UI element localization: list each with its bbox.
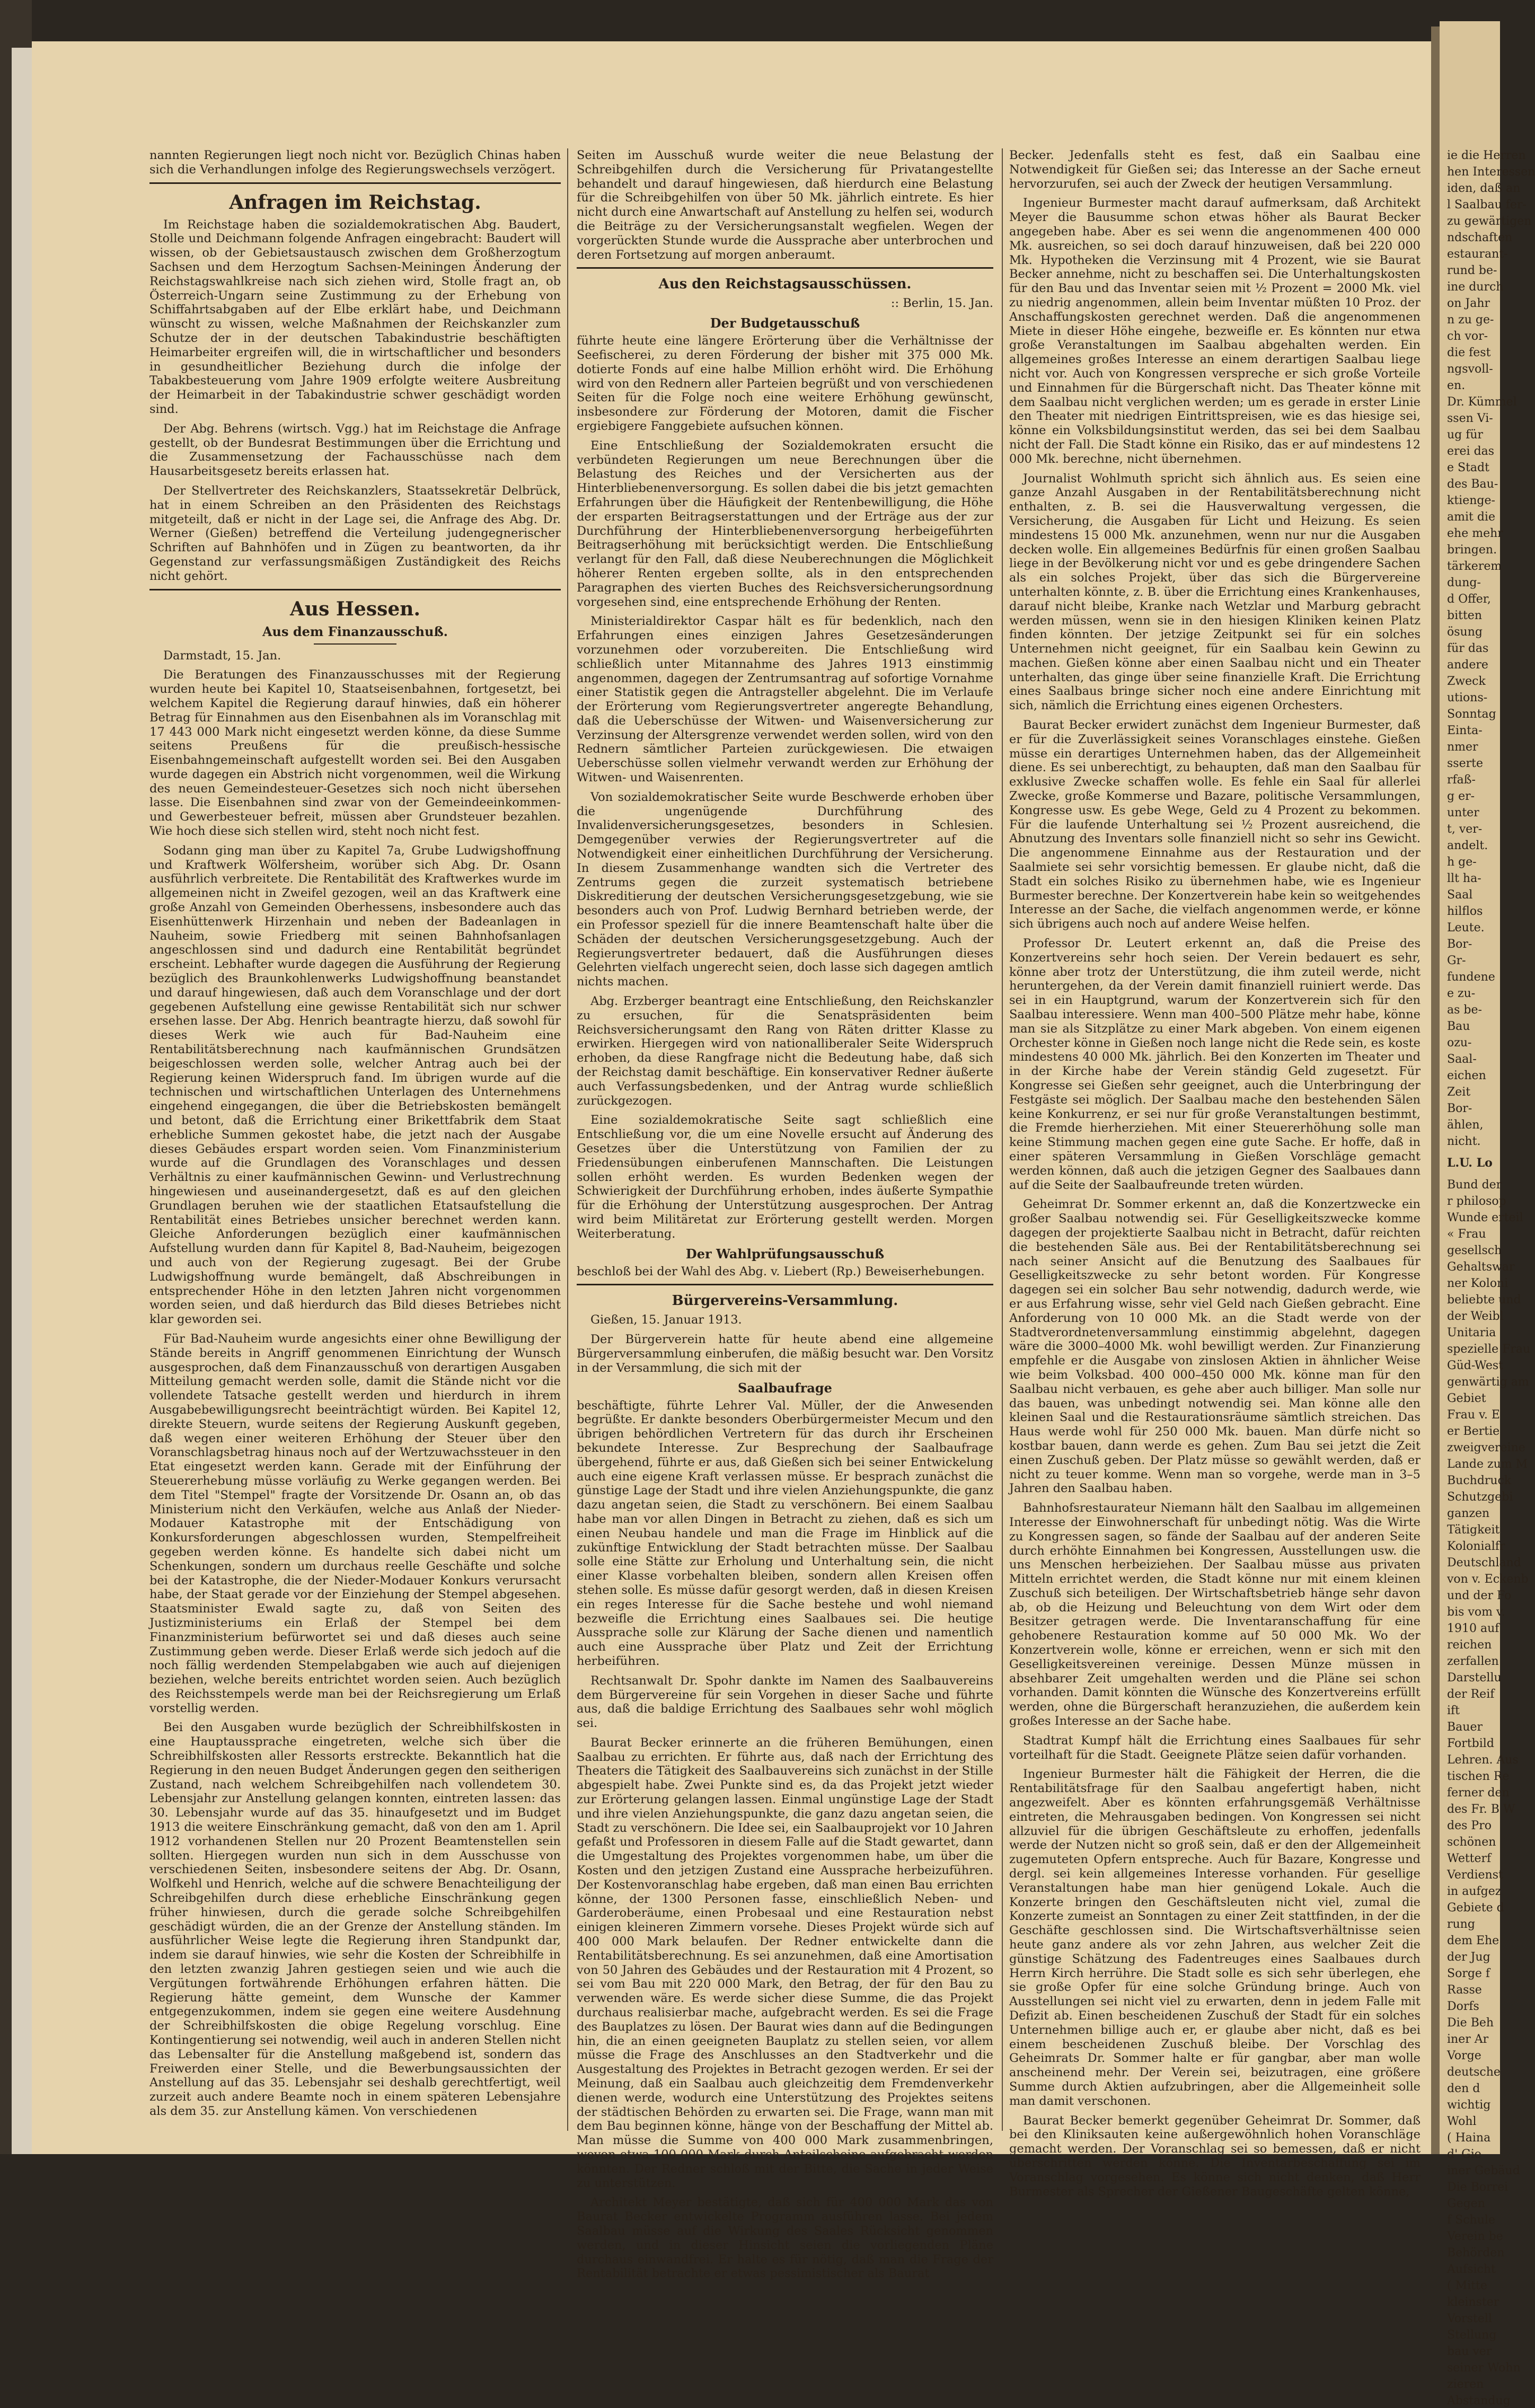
facing-page-line: Einta- xyxy=(1447,724,1483,737)
facing-page-line: für das xyxy=(1447,642,1489,655)
facing-page-line: Bauer xyxy=(1447,1721,1483,1734)
paragraph: Ingenieur Burmester hält die Fähigkeit der Herren, die die Rentabilitätsfrage für den Saalbau angefertigt haben, nicht angezweifelt. Aber es könnten erfahrungsgemäß Verhältnisse eintreten, die Mehrausgaben bedingen. Von Kongressen sei nicht allzuviel für die übrigen Geschäftsleute zu erhoffen, jedenfalls werde der Nutzen nicht so groß sein, daß er den der Allgemeinheit zugemuteten Opfern entspreche. Auch für Bazare, Kongresse und dergl. sei kein allgemeines Interesse vorhanden. Für gesellige Veranstaltungen habe man hier genügend Lokale. Auch die Konzerte bringen den Geschäftsleuten nicht viel, zumal die Konzerte zumeist an Sonntagen zu einer Zeit stattfinden, in der die Geschäfte geschlossen sind. Die Wirtschaftsverhältnisse seien heute ganz andere als vor zehn Jahren, aus welcher Zeit die günstige Schätzung des Fadentreuges eines Saalbaues durch Herrn Kirch herrühre. Die Stadt solle es sich sehr überlegen, ehe sie große Opfer für eine solche Gründung bringe. Auch von Ausstellungen sei nicht viel zu erwarten, denn in jedem Falle mit Defizit ab. Einen bescheidenen Zuschuß der Stadt für ein solches Unternehmen billige auch er, er glaube aber nicht, daß es bei einem bescheidenen Zuschuß bleibe. Der Vorschlag des Geheimrats Dr. Sommer halte er für gangbar, aber man wolle anscheinend mehr. Der Verein sei, beizutragen, eine größere Summe durch Aktien aufzubringen, aber die Allgemeinheit solle man damit verschonen. xyxy=(1009,1767,1421,2108)
facing-page-line: Gebiete d xyxy=(1447,1901,1504,1915)
paragraph: Eine sozialdemokratische Seite sagt schließlich eine Entschließung vor, die um eine Novelle ersucht auf Änderung des Gesetzes über die Unterstützung von Familien der zu Friedensübungen einberufenen Mannschaften. Die Leistungen sollen erhöht werden. Es wurden Bedenken wegen der Schwierigkeit der Durchführung erhoben, indes äußerte Sympathie für die Erhöhung der Unterstützung ausgesprochen. Der Antrag wird beim Militäretat zur Erörterung gestellt werden. Morgen Weiterberatung. xyxy=(577,1113,993,1241)
facing-page-line: ozu- xyxy=(1447,1036,1472,1049)
facing-page-line: ift xyxy=(1447,1704,1460,1717)
facing-page-line: deutsche xyxy=(1447,2066,1501,2079)
headline-anfragen: Anfragen im Reichstag. xyxy=(229,191,481,214)
facing-page-line: ( Haina xyxy=(1447,2131,1491,2145)
paragraph: Bei den Ausgaben wurde bezüglich der Schreibhilfskosten in eine Hauptaussprache eingetreten, welche sich über die Schreibhilfskosten aller Ressorts erstreckte. Bekanntlich hat die Regierung in den neuen Budget Änderungen gegen den seitherigen Zustand, nach welchem Schreibgehilfen nach vollendetem 30. Lebensjahr zur Anstellung gelangen konnten, eintreten lassen: das 30. Lebensjahr wurde auf das 35. hinaufgesetzt und im Budget 1913 die weitere Einschränkung gemacht, daß von den am 1. April 1912 vorhandenen Stellen nur 20 Prozent Beamtenstellen sein sollten. Hiergegen wurden nun sich in dem Ausschusse von verschiedenen Seiten, insbesondere seitens der Abg. Dr. Osann, Wolfkehl und Henrich, welche auf die schwere Benachteiligung der Schreibgehilfen durch diese erhebliche Einschränkung gegen früher hinwiesen, durch die gerade solche Schreibgehilfen geschädigt würden, die an der Grenze der Anstellung ständen. Im ausführlicher Weise legte die Regierung ihren Standpunkt dar, indem sie darauf hinwies, wie sehr die Kosten der Schreibhilfe in den letzten zwanzig Jahren gestiegen seien und wie auch die Vergütungen fortwährende Erhöhungen erfahren hätten. Die Regierung hätte gemeint, dem Wunsche der Kammer entgegenzukommen, indem sie gegen eine weitere Ausdehnung der Schreibhilfskosten die obige Regelung vorschlug. Eine Kontingentierung sei notwendig, weil auch in anderen Stellen nicht das Lebensalter für die Anstellung maßgebend ist, sondern das Freiwerden einer Stelle, und die Bewerbungsaussichten der Anstellung auf das 35. Lebensjahr sei deshalb gerechtfertigt, weil zurzeit auch andere Beamte noch in einem späteren Lebensjahre als dem 35. zur Anstellung kämen. Von verschiedenen xyxy=(149,1721,561,2118)
facing-page-line: erei das xyxy=(1447,445,1495,458)
facing-page-line: Fortbild xyxy=(1447,1737,1494,1750)
facing-page-line: wichtig xyxy=(1447,2098,1491,2112)
facing-page-line: Sonntag xyxy=(1447,708,1496,721)
facing-page-line: on Jahr xyxy=(1447,297,1490,310)
facing-page-line: h ge- xyxy=(1447,855,1477,869)
facing-page-line: Vorge xyxy=(1447,2049,1481,2062)
short-divider xyxy=(314,643,396,645)
facing-page-line: Unitaria xyxy=(1447,1326,1496,1339)
facing-page-line: rfaß- xyxy=(1447,773,1476,787)
facing-page-line: gesellsch xyxy=(1447,1244,1502,1257)
facing-page-line: Lehren. Aus xyxy=(1447,1753,1519,1767)
facing-page-line: Buchdruck xyxy=(1447,1474,1512,1487)
article-divider xyxy=(149,182,561,184)
facing-page-line: Deutschland xyxy=(1447,1556,1521,1569)
facing-page-line: iden, daß an xyxy=(1447,182,1521,195)
facing-page-line: Bund der xyxy=(1447,1178,1502,1192)
facing-page-line: ehe mehr xyxy=(1447,527,1503,540)
subheadline: Der Wahlprüfungsausschuß xyxy=(685,1246,885,1262)
facing-page-line: Frau v. E xyxy=(1447,1408,1500,1422)
facing-page-line: Wohl xyxy=(1447,2115,1477,2128)
paragraph: Für Bad-Nauheim wurde angesichts einer ohne Bewilligung der Stände bereits in Angriff genommenen Einrichtung der Wunsch ausgesprochen, daß dem Finanzausschuß von derartigen Ausgaben Mitteilung gemacht werden solle, damit die Stände nicht vor die vollendete Tatsache gestellt werden und hierdurch in ihrem Ausgabebewilligungsrecht beeinträchtigt würden. Bei Kapitel 12, direkte Steuern, wurde seitens der Regierung Auskunft gegeben, daß wegen einer weiteren Erhöhung der Steuer über den Voranschlagsbetrag hinaus noch auf der Wertzuwachssteuer in den Etat eingesetzt werden kann. Gerade mit der Einführung der Steuererhebung müsse vorläufig zu Werke gegangen werden. Bei dem Titel "Stempel" fragte der Vorsitzende Dr. Osann an, ob das Ministerium nicht den Verkäufen, welche aus Anlaß der Nieder-Modauer Katastrophe mit der Entschädigung von Konkursforderungen abgeschlossen wurden, Stempelfreiheit gegeben werden könne. Es handelte sich dabei nicht um Schenkungen, sondern um durchaus reelle Geschäfte und solche bei der Katastrophe, die der Nieder-Modauer Konkurs verursacht habe, der Staat gerade vor der Einziehung der Stempel abgesehen. Staatsminister Ewald sagte zu, daß von Seiten des Justizministeriums ein Erlaß der Stempel bei dem Finanzministerium befürwortet sei und daß dieses auch seine Zustimmung geben werde. Dieser Erlaß werde sich jedoch auf die noch fällig werdenden Stempelabgaben wie auch auf diejenigen beziehen, welche bereits entrichtet worden seien. Auch bezüglich des Reichsstempels werde man bei der Reichsregierung um Erlaß vorstellig werden. xyxy=(149,1331,561,1715)
facing-page-line: ie die Herren xyxy=(1447,149,1526,162)
facing-page-line: Saal- xyxy=(1447,1053,1477,1066)
facing-page-line: Dr. Kümmel xyxy=(1447,395,1517,409)
paragraph: Seiten im Ausschuß wurde weiter die neue Belastung der Schreibgehilfen durch die Versicherung für Privatangestellte behandelt und darauf hingewiesen, daß hierdurch eine Belastung für die Schreibgehilfen von über 50 Mk. jährlich eintrete. Es hier nicht durch eine Anwartschaft auf Anstellung zu helfen sei, wodurch die Beiträge zu der Versicherungsanstalt wegfielen. Wegen der vorgerückten Stunde wurde die Aussprache aber unterbrochen und deren Fortsetzung auf morgen anberaumt. xyxy=(577,148,993,262)
facing-page-line: n zu ge- xyxy=(1447,313,1494,327)
facing-page-line: er Bertie xyxy=(1447,1425,1500,1438)
paragraph: Ministerialdirektor Caspar hält es für bedenklich, nach den Erfahrungen eines einzigen Jahres Gesetzesänderungen vorzunehmen oder vorzubereiten. Die Entschließung wird schließlich unter Mitannahme des Jahres 1913 einstimmig angenommen, dagegen der Zentrumsantrag auf sofortige Vornahme einer Statistik gegen die Antragsteller abgelehnt. Die im Verlaufe der Erörterung vom Regierungsvertreter angeregte Behandlung, daß die Ueberschüsse der Witwen- und Waisenversicherung zur Verzinsung der Altersgrenze verwendet werden sollen, wird von den Rednern sämtlicher Parteien zurückgewiesen. Die etwaigen Ueberschüsse sollen vielmehr verwandt werden zur Erhöhung der Witwen- und Waisenrenten. xyxy=(577,614,993,785)
facing-page-line: ndschaften xyxy=(1447,231,1513,244)
facing-page-line: e zu- xyxy=(1447,987,1476,1000)
subheadline: Aus dem Finanzausschuß. xyxy=(262,623,448,639)
facing-page-line: llt ha- xyxy=(1447,872,1481,885)
facing-page-line: estaurant- xyxy=(1447,248,1508,261)
paragraph: Die Beratungen des Finanzausschusses mit der Regierung wurden heute bei Kapitel 10, Staatseisenbahnen, fortgesetzt, bei welchem Kapitel die Regierung darauf hinwies, daß ein höherer Betrag für Einnahmen aus den Eisenbahnen als im Voranschlag mit 17 443 000 Mark nicht eingesetzt werden könne, da diese Summe seitens Preußens für die preußisch-hessische Eisenbahngemeinschaft aufgestellt worden sei. Bei den Ausgaben wurde dagegen ein Abstrich nicht vorgenommen, weil die Wirkung des neuen Gemeindesteuer-Gesetzes sich noch nicht übersehen lasse. Die Eisenbahnen sind zwar von der Gemeindeeinkommen- und Gewerbesteuer befreit, müssen aber Grundsteuer bezahlen. Wie hoch diese sich stellen wird, steht noch nicht fest. xyxy=(149,668,561,839)
paragraph: Geheimrat Dr. Sommer erkennt an, daß die Konzertzwecke ein großer Saalbau notwendig sei. Für Geselligkeitszwecke komme dagegen der projektierte Saalbau nicht in Betracht, dafür reichten die bestehenden Säle aus. Bei der Rentabilitätsberechnung sei nach seiner Ansicht auf die Benutzung des Saalbaues für Geselligkeitszwecke zu sehr betont worden. Für Kongresse dagegen sei ein solcher Bau sehr notwendig, dadurch werde, wie er aus Erfahrung wisse, sehr viel Geld nach Gießen gebracht. Eine Anforderung von 10 000 Mk. an die Stadt werde von der Stadtverordnetenversammlung einstimmig abgelehnt, dagegen wäre die 3000–4000 Mk. wohl bewilligt werden. Zur Finanzierung empfehle er die Ausgabe von zinslosen Aktien in ähnlicher Weise wie beim Volksbad. 400 000–450 000 Mk. könne man für den Saalbau nicht verbauen, es gehe aber auch billiger. Man solle nur das bauen, was unbedingt notwendig sei. Man könne alle den kleinen Saal und die Restaurationsräume sämtlich streichen. Das Haus werde wohl für 250 000 Mk. bauen. Man dürfe nicht so kostbar bauen, dann werde es gehen. Zum Bau sei jetzt die Zeit einen Zuschuß geben. Der Platz müsse so gewählt werden, daß er nicht zu teuer komme. Wenn man so vorgehe, werde man in 3–5 Jahren den Saalbau haben. xyxy=(1009,1197,1421,1496)
article-divider xyxy=(577,1284,993,1285)
paragraph: Stadtrat Kumpf hält die Errichtung eines Saalbaues für sehr vorteilhaft für die Stadt. Geeignete Plätze seien dafür vorhanden. xyxy=(1009,1733,1421,1762)
facing-page-line: hilflos xyxy=(1447,905,1483,918)
column-divider xyxy=(567,148,568,2131)
subheadline: Der Budgetausschuß xyxy=(710,315,860,331)
facing-page-lines xyxy=(1447,1178,1531,2408)
facing-page-line: Bau xyxy=(1447,1020,1470,1033)
column-1 xyxy=(149,148,561,2131)
facing-page-line: as be- xyxy=(1447,1003,1482,1017)
facing-page-line: der Weibl xyxy=(1447,1310,1504,1323)
paragraph: Eine Entschließung der Sozialdemokraten ersucht die verbündeten Regierungen um neue Berechnungen über die Belastung des Reiches und der Versicherten aus der Hinterbliebenenversorgung. Es sollen dabei die bis jetzt gemachten Erfahrungen über die Häufigkeit der Rentenbewilligung, die Höhe der ersparten Beitragserstattungen und der Erträge aus der zur Durchführung der Hinterbliebenenversorgung herbeigeführten Beitragserhöhung mit berücksichtigt werden. Die Entschließung verlangt für den Fall, daß diese Neuberechnungen die Möglichkeit höherer Renten ergeben sollte, als in den entsprechenden Paragraphen des vierten Buches des Reichsversicherungsordnung vorgesehen sind, eine entsprechende Erhöhung der Renten. xyxy=(577,438,993,609)
facing-page-line: nicht. xyxy=(1447,1135,1481,1148)
facing-page-line: Wunde erteil xyxy=(1447,1211,1523,1224)
facing-page-line: tischen Re xyxy=(1447,1770,1510,1783)
facing-page-line: Leute. xyxy=(1447,921,1485,934)
facing-page-line: reichen xyxy=(1447,1638,1492,1652)
facing-page-line: ug für xyxy=(1447,428,1484,442)
facing-page-line: Saal xyxy=(1447,888,1473,902)
subheadline: Saalbaufrage xyxy=(738,1380,832,1396)
paragraph: Baurat Becker erinnerte an die früheren Bemühungen, einen Saalbau zu errichten. Er führte aus, daß nach der Errichtung des Theaters die Tätigkeit des Saalbauvereins sich zunächst in der Stille abgespielt habe. Zwei Punkte sind es, da das Projekt jetzt wieder zur Erörterung gelangen lassen. Einmal ungünstige Lage der Stadt und ihre vielen Anziehungspunkte, die ganz dazu angetan seien, die Stadt zu verschönern. Die Idee sei, ein Saalbauprojekt vor 10 Jahren gefaßt und Professoren in diesem Falle auf die Stadt gewartet, dann die Umgestaltung des Projektes vorgenommen habe, um über die Kosten und den jetzigen Zustand eine Aussprache herbeizuführen. Der Kostenvoranschlag habe ergeben, daß man einen Bau errichten könne, der 1300 Personen fasse, einschließlich Neben- und Garderoberäume, einen Probesaal und eine Restauration nebst einigen kleineren Zimmern vorsehe. Dieses Projekt würde sich auf 400 000 Mark belaufen. Der Redner entwickelte dann die Rentabilitätsberechnung. Es sei anzunehmen, daß eine Amortisation von 50 Jahren des Gebäudes und der Restauration mit 4 Prozent, so sei vom Bau mit 220 000 Mark, den Betrag, der für den Bau zu verwenden wäre. Es werde sicher diese Summe, die das Projekt durchaus realisierbar mache, aufgebracht werden. Es sei die Frage des Bauplatzes zu lösen. Der Baurat wies dann auf die Bedingungen hin, die an einen geeigneten Bauplatz zu stellen seien, vor allem müsse die Frage des Anschlusses an den Stadtverkehr und die Ausgestaltung des Projektes in Betracht gezogen werden. Er sei der Meinung, daß ein Saalbau auch gleichzeitig dem Fremdenverkehr dienen werde, wodurch eine Unterstützung des Projektes seitens der städtischen Behörden zu erwarten sei. Die Frage, wann man mit dem Bau beginnen könne, hänge von der Beschaffung der Mittel ab. Man müsse die Summe von 400 000 Mark zusammenbringen, wovon etwa 100 000 Mark durch Anteilscheine aufgebracht werden könnten. Der Redner schloß mit der Bitte, die Sache in jeder Weise zu unterstützen. xyxy=(577,1735,993,2190)
paragraph: Journalist Wohlmuth spricht sich ähnlich aus. Es seien eine ganze Anzahl Ausgaben in der Rentabilitätsberechnung nicht enthalten, z. B. sei die Hausverwaltung vergessen, die Versicherung, die Ausgaben für Licht und Heizung. Es seien mindestens 15 000 Mk. anzunehmen, wenn nur nur die Ausgaben decken wolle. Ein allgemeines Bedürfnis für einen großen Saalbau liege in der Bevölkerung nicht vor und es gebe dringendere Sachen als ein solches Projekt, über das sich die Bürgervereine unterhalten könnte, z. B. über die Errichtung eines Krankenhauses, darauf nicht bleibe, Kranke nach Wetzlar und Marburg gebracht werden müssen, wenn sie in den hiesigen Kliniken keinen Platz finden könnten. Der jetzige Zeitpunkt sei für ein solches Unternehmen nicht geeignet, für ein Saalbau kein Gewinn zu machen. Gießen könne aber einen Saalbau nicht und ein Theater unterhalten, das ginge über seine finanzielle Kraft. Die Errichtung eines Saalbaus bringe sicher noch eine andere Einrichtung mit sich, nämlich die Errichtung eines eigenen Orchesters. xyxy=(1009,471,1421,713)
facing-page-line: nmer xyxy=(1447,740,1478,754)
facing-page-line: der Jug xyxy=(1447,1951,1490,1964)
paragraph: Baurat Becker erwidert zunächst dem Ingenieur Burmester, daß er für die Zuverlässigkeit seines Voranschlages einstehe. Gießen müsse ein derartiges Unternehmen haben, das der Allgemeinheit diene. Es sei unberechtigt, zu behaupten, daß man den Saalbau für exklusive Zwecke schaffen wolle. Es fehle ein Saal für allerlei Zwecke, große Kommerse und Bazare, politische Versammlungen, Kongresse usw. Es gebe Wege, Geld zu 4 Prozent zu bekommen. Für die laufende Unterhaltung sei ½ Prozent ausreichend, die Abnutzung des Inventars solle finanziell nicht so sehr ins Gewicht. Die angenommene Einnahme aus der Restauration und der Saalmiete sei sehr vorsichtig bemessen. Er glaube nicht, daß die Stadt ein solches Risiko zu übernehmen habe, wie es Ingenieur Burmester berechne. Der Konzertverein habe kein so weitgehendes Interesse an der Sache, die vielfach angenommen werde, er könne sich übrigens auch noch auf andere Weise helfen. xyxy=(1009,718,1421,931)
paragraph: Von sozialdemokratischer Seite wurde Beschwerde erhoben über die ungenügende Durchführung des Invalidenversicherungsgesetzes, besonders in Schlesien. Demgegenüber verwies der Regierungsvertreter auf die Notwendigkeit einer einheitlichen Durchführung der Versicherung. In diesem Zusammenhange wandten sich die Vertreter des Zentrums gegen die zurzeit systematisch betriebene Diskreditierung der deutschen Versicherungsgesetzgebung, wie sie besonders auch von Prof. Ludwig Bernhard betrieben werde, der ein Professor speziell für die innere Beamtenschaft halte über die Schäden der deutschen Versicherungsgesetzgebung. Auch der Regierungsvertreter bedauert, daß die Ausführungen dieses Gelehrten vielfach ungerecht seien, doch lasse sich dagegen amtlich nichts machen. xyxy=(577,790,993,989)
facing-page-line: bringen. xyxy=(1447,543,1497,557)
facing-page-line: d' Gie xyxy=(1447,2148,1481,2161)
facing-page-line: der Reif xyxy=(1447,1688,1495,1701)
facing-page-line: Aufsicht xyxy=(1447,2263,1496,2276)
paragraph: Baurat Becker bemerkt gegenüber Geheimrat Dr. Sommer, daß bei den Kliniksauten keine außergewöhnlich hohen Voranschläge gemacht werden. Der Voranschlag sei so bemessen, daß er nicht überschritten werden könne. Die Inventarbeschaffung sei im Voranschlag vorgesehen. Es könne sich nicht denken, daß Herr Burmester als Sprecher der Gießener Baugeschäfte gelten könne, xyxy=(1009,2113,1421,2199)
facing-page-line: iner Gebäud xyxy=(1447,2164,1520,2177)
facing-page-line: ktienge- xyxy=(1447,494,1495,507)
facing-page-line: des Pro xyxy=(1447,1819,1492,1832)
facing-page-line: die fest xyxy=(1447,346,1491,359)
facing-page-line: Darstellu xyxy=(1447,1671,1502,1684)
paragraph: Becker. Jedenfalls steht es fest, daß ein Saalbau eine Notwendigkeit für Gießen sei; das Interesse an der Sache erneut hervorzurufen, sei auch der Zweck der heutigen Versammlung. xyxy=(1009,148,1421,191)
dateline: Gießen, 15. Januar 1913. xyxy=(590,1313,742,1327)
facing-page-line: ssen Vi- xyxy=(1447,412,1493,425)
facing-page-line: ferner den xyxy=(1447,1786,1510,1800)
paragraph: Sodann ging man über zu Kapitel 7a, Grube Ludwigshoffnung und Kraftwerk Wölfersheim, worüber sich Abg. Dr. Osann ausführlich verbreitete. Die Rentabilität des Kraftwerkes wurde im allgemeinen nicht in Zweifel gezogen, weil an das Kraftwerk eine große Anzahl von Gemeinden Oberhessens, insbesondere auch das Eisenhüttenwerk Hirzenhain und neben der Badeanlagen in Nauheim, sowie Friedberg mit seinen Bahnhofsanlagen angeschlossen sind und dadurch eine Rentabilität begründet erscheint. Lebhafter wurde dagegen die Ausführung der Regierung bezüglich des Braunkohlenwerks Ludwigshoffnung beanstandet und darauf hingewiesen, daß auch dem Voranschlage und der dort gegebenen Aufstellung eine gewisse Rentabilität sich nur schwer ersehen lasse. Der Abg. Henrich beantragte hierzu, daß sowohl für dieses Werk wie auch für Bad-Nauheim eine Rentabilitätsberechnung nach kaufmännischen Grundsätzen beigeschlossen werden solle, welcher Antrag auch bei der Regierung keinen Widerspruch fand. Im übrigen wurde auf die technischen und wirtschaftlichen Unterlagen des Unternehmens eingehend eingegangen, die über die Betriebskosten bemängelt und betont, daß die Errichtung einer Brikettfabrik dem Staat erhebliche Summen gekostet habe, die jetzt nach der Ausgabe dieses Gebäudes erspart worden seien. Vom Finanzministerium wurde auf die Grundlagen des Voranschlages und dessen Verhältnis zu einer kaufmännischen Gewinn- und Verlustrechnung hingewiesen und auseinandergesetzt, daß es auf den gleichen Grundlagen beruhen wie der staatlichen Etatsaufstellung die Rentabilität eines Betriebes unsicher berechnet werden kann. Gleiche Anforderungen bezüglich einer kaufmännischen Aufstellung wurden dann für Kapitel 8, Bad-Nauheim, beigezogen und auch von der Regierung zugesagt. Bei der Grube Ludwigshoffnung wurde bemängelt, daß Abschreibungen in entsprechender Höhe in den letzten Jahren nicht vorgenommen worden seien, und daß hierdurch das Bild dieses Betriebes nicht klar geworden sei. xyxy=(149,843,561,1327)
facing-page-line: zieren xyxy=(1447,2378,1484,2391)
facing-page-line: Die Borrei xyxy=(1447,2181,1508,2194)
facing-page-line: Bor- xyxy=(1447,938,1472,951)
paragraph: Ingenieur Burmester macht darauf aufmerksam, daß Architekt Meyer die Bausumme schon etwas höher als Baurat Becker angegeben habe. Aber es sei wenn die angenommenen 400 000 Mk. ausreichen, so sei doch darauf hinzuweisen, daß bei 220 000 Mk. Hypotheken die Verzinsung mit 4 Prozent, wie sie Baurat Becker annehme, nicht zu beschaffen sei. Die Unterhaltungskosten für den Bau und das Inventar seien mit ½ Prozent = 2000 Mk. viel zu niedrig angenommen, allein beim Inventar müßten 10 Proz. der Anschaffungskosten gerechnet werden. Daß die angenommenen Miete in dieser Höhe eingehe, bezweifle er. Es könnten nur etwa große Veranstaltungen im Saalbau abgehalten werden. Ein allgemeines großes Interesse an einem derartigen Saalbau liege nicht vor. Auch von Kongressen verspreche er sich große Vorteile und Einnahmen für die Bürgerschaft nicht. Das Theater könne mit dem Saalbau nicht verglichen werden; um es gerade in erster Linie den Theater mit niedrigen Eintrittspreisen, wie es das hiesige sei, könne ein Volksbildungsinstitut werden, das sei bei dem Saalbau nicht der Fall. Die Stadt könne ein Risiko, das er auf mindestens 12 000 Mk. berechne, nicht übernehmen. xyxy=(1009,196,1421,466)
facing-page-line: dung- xyxy=(1447,576,1481,589)
facing-page-line: des Bau- xyxy=(1447,478,1498,491)
facing-page-line: hen Interessen xyxy=(1447,165,1535,179)
facing-page-line: Dorfs xyxy=(1447,2000,1479,2013)
paragraph: beschäftigte, führte Lehrer Val. Müller, der die Anwesenden begrüßte. Er dankte besonders Oberbürgermeister Mecum und den übrigen behördlichen Vertretern für das durch ihr Erscheinen bekundete Interesse. Zur Besprechung der Saalbaufrage übergehend, führte er aus, daß Gießen sich bei seiner Entwickelung auch eine eigene Kraft verlassen müsse. Er besprach zunächst die günstige Lage der Stadt und ihre vielen Anziehungspunkte, die ganz dazu angetan seien, die Stadt zu verschönern. Bei einem Saalbau habe man vor allen Dingen in Betracht zu ziehen, daß es sich um einen Neubau handele und man die Frage im Hinblick auf die zukünftige Entwicklung der Stadt betrachten müsse. Der Saalbau solle eine Stätte zur Erholung und Unterhaltung sein, die nicht einer Klasse vorbehalten bleiben, sondern allen Kreisen offen stehen solle. Es müsse dafür gesorgt werden, daß in diesen Kreisen ein reges Interesse für die Sache bestehe und wohl niemand bezweifle die Errichtung eines Saalbaues sei. Die heutige Aussprache solle zur Klärung der Sache dienen und namentlich auch eine Aussprache über Platz und Zeit der Errichtung herbeiführen. xyxy=(577,1398,993,1668)
facing-page-line: sserte xyxy=(1447,757,1483,770)
paragraph: Rechtsanwalt Dr. Spohr dankte im Namen des Saalbauvereins dem Bürgervereine für sein Vorgehen in dieser Sache und führte aus, daß die baldige Errichtung des Saalbaues sehr wohl möglich sei. xyxy=(577,1673,993,1731)
facing-page-line: t, ver- xyxy=(1447,823,1483,836)
facing-page-line: Gegen xyxy=(1447,2197,1485,2210)
paragraph: Der Stellvertreter des Reichskanzlers, Staatssekretär Delbrück, hat in einem Schreiben an den Präsidenten des Reichstags mitgeteilt, daß er nicht in der Lage sei, die Anfrage des Abg. Dr. Werner (Gießen) betreffend die Verteilung judengegnerischer Schriften auf Bahnhöfen und in Zügen zu beantworten, da ihr Gegenstand zur verfassungsmäßigen Zuständigkeit des Reichs nicht gehört. xyxy=(149,483,561,583)
facing-page-line: in aufgez xyxy=(1447,1885,1502,1898)
facing-page-line: Stellung xyxy=(1447,2328,1497,2342)
paragraph: führte heute eine längere Erörterung über die Verhältnisse der Seefischerei, zu deren Förderung der bisher mit 375 000 Mk. dotierte Fonds auf eine halbe Million erhöht wird. Die Erhöhung wird von den Rednern aller Parteien begrüßt und von verschiedenen Seiten für die Folge noch eine weitere Erhöhung gewünscht, insbesondere zur Förderung der Motoren, damit die Fischer ergiebigere Fanggebiete aufsuchen können. xyxy=(577,334,993,433)
facing-page-line: Zweck xyxy=(1447,675,1486,688)
facing-page-line: zweigvereine xyxy=(1447,1441,1525,1454)
facing-page-line: Zeit xyxy=(1447,1086,1471,1099)
column-2 xyxy=(577,148,993,2281)
facing-page-line: Gr- xyxy=(1447,954,1466,967)
headline-buergerverein: Bürgervereins-Versammlung. xyxy=(672,1293,898,1309)
facing-page-line: Verein be xyxy=(1447,2230,1503,2243)
facing-page-line: tärkerem xyxy=(1447,560,1502,573)
facing-page-line: spezielle Frau xyxy=(1447,1343,1531,1356)
facing-page-line: Güd-West xyxy=(1447,1359,1504,1372)
headline-reichstagsausschuesse: Aus den Reichstagsausschüssen. xyxy=(658,276,912,293)
facing-page-line: Bor- xyxy=(1447,1102,1472,1115)
paragraph: Professor Dr. Leutert erkennt an, daß die Preise des Konzertvereins sehr hoch seien. Der Verein bedauert es sehr, könne aber trotz der Unterstützung, die ihm zuteil werde, nicht heruntergehen, da der Verein damit finanziell ruiniert werde. Das sei in ein Hauptgrund, warum der Konzertverein sich für den Saalbau interessiere. Wenn man 400–500 Plätze mehr habe, könne man sie als Sitzplätze zu einer Mark abgeben. Von einem eigenen Orchester könne in Gießen noch lange nicht die Rede sein, es koste mindestens 40 000 Mk. jährlich. Bei den Konzerten im Theater und in der Kirche habe der Verein ständig Geld zugesetzt. Für Kongresse sei Gießen sehr geeignet, auch die Unterbringung der Festgäste sei möglich. Der Saalbau mache den bestehenden Sälen keine Konkurrenz, er sei nur für große Veranstaltungen bestimmt, die Fremde hierherziehen. Mit einer Steuererhöhung solle man keine Stimmung machen gegen eine gute Sache. Er hoffe, daß in einer späteren Versammlung in Gießen Vorschläge gemacht werden können, daß auch die jetzigen Gegner des Saalbaues dann auf die Seite der Saalbaufreunde treten würden. xyxy=(1009,937,1421,1192)
paragraph: Bahnhofsrestaurateur Niemann hält den Saalbau im allgemeinen Interesse der Einwohnerschaft für unbedingt nötig. Was die Wirte zu Kongressen sagen, so fände der Saalbau auf der anderen Seite durch erhöhte Einnahmen bei Kongressen, Ausstellungen usw. die uns Menschen herbeiziehen. Der Saalbau müsse aus privaten Mitteln errichtet werden, die Stadt könne nur mit einem kleinen Zuschuß sich beteiligen. Der Wirtschaftsbetrieb hänge sehr davon ab, ob die Heizung und Beleuchtung von dem Wirt oder dem Besitzer getragen werde. Die Inventaranschaffung für eine gehobenere Restauration komme auf 50 000 Mk. Wo der Konzertverein wolle, könne er erreichen, wenn er sich mit den Geselligkeitsvereinen vereinige. Dessen Münze müssen in absehbarer Zeit umgehalten werden und die Pläne sei schon vorhanden. Damit könnten die Wünsche des Konzertvereins erfüllt werden, ohne die Bürgerschaft heranzuziehen, die außerdem kein großes Interesse an der Sache habe. xyxy=(1009,1501,1421,1728)
facing-page-line: iner Ar xyxy=(1447,2033,1489,2046)
facing-page-line: von v. Eckenb xyxy=(1447,1573,1529,1586)
facing-page-line: kleinster xyxy=(1447,2296,1499,2309)
paragraph: Architekt Meyer bestätigte, daß sich für 400 000 Mark das von Baurat Becker entwickelte Programm ausführen lasse. Bei jedem Saalbau müsse auf die Wirkung des Saales Rücksicht genommen werden, und in dieser Hinsicht seien die vorliegenden Pläne durchaus einwandfrei. Er halte es für nötig, daß man die Frage der Rentabilität betrachte er etwas pessimistischer als Baurat xyxy=(577,2195,993,2281)
facing-page-line: ( Mitte xyxy=(1447,2279,1487,2292)
paragraph: Der Abg. Behrens (wirtsch. Vgg.) hat im Reichstage die Anfrage gestellt, ob der Bundesrat Bestimmungen über die Errichtung und die Zusammensetzung der Fachausschüsse nach dem Hausarbeitsgesetz bereits erlassen hat. xyxy=(149,421,561,479)
article-divider xyxy=(149,589,561,590)
facing-page-line: ner Koloni xyxy=(1447,1277,1508,1290)
facing-page-line: Abstandug xyxy=(1447,2394,1511,2407)
facing-page-line: en. xyxy=(1447,379,1466,392)
facing-page-line: bis vom v. xyxy=(1447,1606,1505,1619)
facing-page-lines xyxy=(1447,148,1535,1149)
facing-page-line: ine durch xyxy=(1447,280,1504,294)
facing-page-line: Sorge f xyxy=(1447,1967,1490,1980)
headline-hessen: Aus Hessen. xyxy=(290,597,420,620)
facing-page-line: unter xyxy=(1447,806,1479,819)
facing-page-line: Lande zum M xyxy=(1447,1458,1528,1471)
facing-page-line: eichen xyxy=(1447,1069,1486,1082)
facing-page-line: d Offer, xyxy=(1447,593,1491,606)
facing-page-line: bitten xyxy=(1447,609,1482,622)
facing-page-line: rung xyxy=(1447,1918,1475,1931)
facing-page-line: ösung xyxy=(1447,625,1483,639)
article-tail: nannten Regierungen liegt noch nicht vor. Bezüglich Chinas haben sich die Verhandlungen infolge des Regierungswechsels verzögert. xyxy=(149,148,561,177)
facing-page-line: l Saalbau fer- xyxy=(1447,198,1527,211)
facing-page-line: amit die xyxy=(1447,510,1495,524)
page-fold xyxy=(1431,27,1440,2154)
facing-page-line: ch vor- xyxy=(1447,330,1488,343)
paragraph: beschloß bei der Wahl des Abg. v. Liebert (Rp.) Beweiserhebungen. xyxy=(577,1264,985,1278)
facing-page-line: den d xyxy=(1447,2082,1480,2095)
facing-page-line: r philosop xyxy=(1447,1195,1506,1208)
facing-page-line: utions- xyxy=(1447,691,1488,704)
facing-page-line: andere xyxy=(1447,658,1488,672)
facing-page-line: des Fr. B W xyxy=(1447,1803,1515,1816)
facing-page-line: « Frau xyxy=(1447,1228,1486,1241)
facing-page-line: ählen, xyxy=(1447,1118,1484,1132)
facing-page-line: Tätigkeit xyxy=(1447,1523,1500,1537)
facing-page-line: Die Beh xyxy=(1447,2016,1494,2030)
dateline: :: Berlin, 15. Jan. xyxy=(890,296,993,311)
facing-page-line: f Schule xyxy=(1447,2213,1495,2227)
paragraph: Abg. Erzberger beantragt eine Entschließung, den Reichskanzler zu ersuchen, für die Senatspräsidenten beim Reichsversicherungsamt den Rang von Räten dritter Klasse zu erwirken. Hiergegen wird von nationalliberaler Seite Widerspruch erhoben, da diese Rangfrage nicht die Bedeutung habe, daß sich der Reichstag damit beschäftige. Ein konservativer Redner äußerte auch Verfassungsbedenken, und der Antrag wurde schließlich zurückgezogen. xyxy=(577,994,993,1108)
facing-page-line: Wetterf xyxy=(1447,1852,1492,1865)
facing-page-line: bau ver xyxy=(1447,2345,1492,2358)
facing-page-heading: L.U. Lo xyxy=(1447,1156,1493,1170)
facing-page-line: Schutzgebi xyxy=(1447,1490,1513,1504)
facing-page-line: Kolonialfr xyxy=(1447,1540,1505,1553)
facing-page-line: ganzen xyxy=(1447,1507,1490,1520)
facing-page-line: Gehaltswar xyxy=(1447,1260,1515,1274)
facing-page-line: beliebte und xyxy=(1447,1293,1521,1307)
facing-page-line: fundene xyxy=(1447,971,1495,984)
facing-page-line: andelt. xyxy=(1447,839,1488,852)
facing-page-line: zerfallen xyxy=(1447,1655,1499,1668)
facing-page-line: Rasse xyxy=(1447,1983,1482,1997)
facing-page-line: Vorstell xyxy=(1447,2312,1492,2325)
facing-page-line: und der Fo xyxy=(1447,1589,1512,1602)
facing-page-line: dem Ehe xyxy=(1447,1934,1499,1947)
article-divider xyxy=(577,267,993,269)
facing-page-line: rund be- xyxy=(1447,264,1497,277)
paragraph: Im Reichstage haben die sozialdemokratischen Abg. Baudert, Stolle und Deichmann folgende Anfragen eingebracht: Baudert will wissen, ob der Gebietsaustausch zwischen dem Großherzogtum Sachsen und dem Herzogtum Sachsen-Meiningen Änderung der Reichstagswahlkreise nach sich ziehen wird, Stolle fragt an, ob Österreich-Ungarn seine Zustimmung zu der Erhebung von Schiffahrtsabgaben auf der Elbe erklärt habe, und Deichmann wünscht zu wissen, welche Maßnahmen der Reichskanzler zum Schutze der in der deutschen Tabakindustrie beschäftigten Heimarbeiter ergreifen will, die in wirtschaftlicher und besonders in gesundheitlicher Beziehung durch die infolge der Tabakbesteuerung vom Jahre 1909 erfolgte weitere Ausbreitung der Heimarbeit in der Tabakindustrie schwer geschädigt worden sind. xyxy=(149,217,561,416)
facing-page-line: Behörden xyxy=(1447,2246,1505,2260)
facing-page-line: genwärtig am xyxy=(1447,1375,1529,1389)
facing-page-line: seiner Wohn xyxy=(1447,2361,1521,2375)
column-3 xyxy=(1009,148,1421,2199)
left-page-strip xyxy=(0,0,32,2154)
facing-page-text xyxy=(1447,148,1535,2407)
facing-page-line: ngsvoll- xyxy=(1447,363,1493,376)
facing-page-line: zu gewärtigen xyxy=(1447,215,1532,228)
column-divider xyxy=(1002,148,1003,2131)
facing-page-line: Verdienst xyxy=(1447,1868,1503,1882)
facing-page-line: 1910 auf xyxy=(1447,1622,1499,1635)
facing-page-line: Gebiet xyxy=(1447,1392,1486,1405)
paragraph: Der Bürgerverein hatte für heute abend eine allgemeine Bürgerversammlung einberufen, die mäßig besucht war. Den Vorsitz in der Versammlung, die sich mit der xyxy=(577,1333,993,1375)
facing-page-line: schönen xyxy=(1447,1836,1496,1849)
dateline: Darmstadt, 15. Jan. xyxy=(163,648,281,663)
facing-page-line: e Stadt xyxy=(1447,461,1489,474)
facing-page-line: g er- xyxy=(1447,790,1475,803)
